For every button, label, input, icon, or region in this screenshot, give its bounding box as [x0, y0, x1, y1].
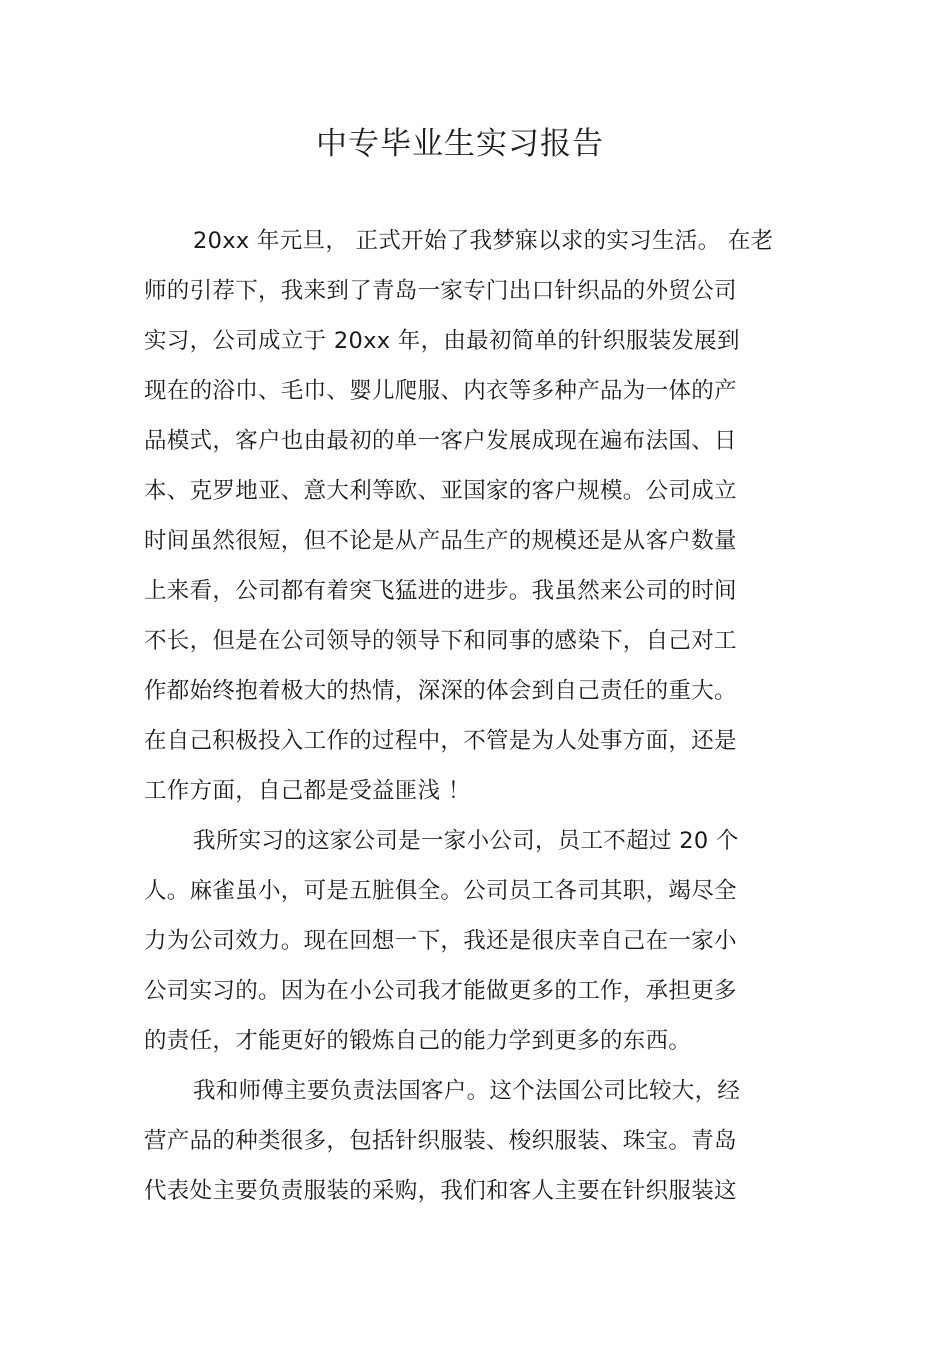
paragraph-1-line-4: 现在的浴巾、毛巾、婴儿爬服、内衣等多种产品为一体的产: [144, 378, 737, 404]
paragraph-1-line-3: 实习，公司成立于 20xx 年，由最初简单的针织服装发展到: [144, 328, 740, 354]
paragraph-2-line-3: 力为公司效力。现在回想一下，我还是很庆幸自己在一家小: [144, 928, 737, 954]
paragraph-1-line-2: 师的引荐下，我来到了青岛一家专门出口针织品的外贸公司: [144, 278, 737, 304]
paragraph-3-line-3: 代表处主要负责服装的采购，我们和客人主要在针织服装这: [144, 1178, 737, 1204]
paragraph-2-line-4: 公司实习的。因为在小公司我才能做更多的工作，承担更多: [144, 978, 737, 1004]
paragraph-1-line-1: 20xx 年元旦， 正式开始了我梦寐以求的实习生活。 在老: [193, 228, 774, 254]
paragraph-1-line-6: 本、克罗地亚、意大利等欧、亚国家的客户规模。公司成立: [144, 478, 737, 504]
paragraph-1-line-7: 时间虽然很短，但不论是从产品生产的规模还是从客户数量: [144, 528, 737, 554]
paragraph-2-line-2: 人。麻雀虽小，可是五脏俱全。公司员工各司其职，竭尽全: [144, 878, 737, 904]
paragraph-2-line-1: 我所实习的这家公司是一家小公司，员工不超过 20 个: [193, 828, 739, 854]
paragraph-1-line-10: 作都始终抱着极大的热情，深深的体会到自己责任的重大。: [144, 678, 737, 704]
paragraph-1-line-9: 不长，但是在公司领导的领导下和同事的感染下，自己对工: [144, 628, 737, 654]
paragraph-1-line-12: 工作方面，自己都是受益匪浅 ！: [144, 778, 471, 804]
paragraph-1-line-5: 品模式，客户也由最初的单一客户发展成现在遍布法国、日: [144, 428, 737, 454]
paragraph-3-line-2: 营产品的种类很多，包括针织服装、梭织服装、珠宝。青岛: [144, 1128, 737, 1154]
paragraph-1-line-11: 在自己积极投入工作的过程中，不管是为人处事方面，还是: [144, 728, 737, 754]
document-title: 中专毕业生实习报告: [316, 126, 604, 162]
paragraph-3-line-1: 我和师傅主要负责法国客户。这个法国公司比较大，经: [193, 1078, 741, 1104]
paragraph-2-line-5: 的责任，才能更好的锻炼自己的能力学到更多的东西。: [144, 1028, 692, 1054]
paragraph-1-line-8: 上来看，公司都有着突飞猛进的进步。我虽然来公司的时间: [144, 578, 737, 604]
